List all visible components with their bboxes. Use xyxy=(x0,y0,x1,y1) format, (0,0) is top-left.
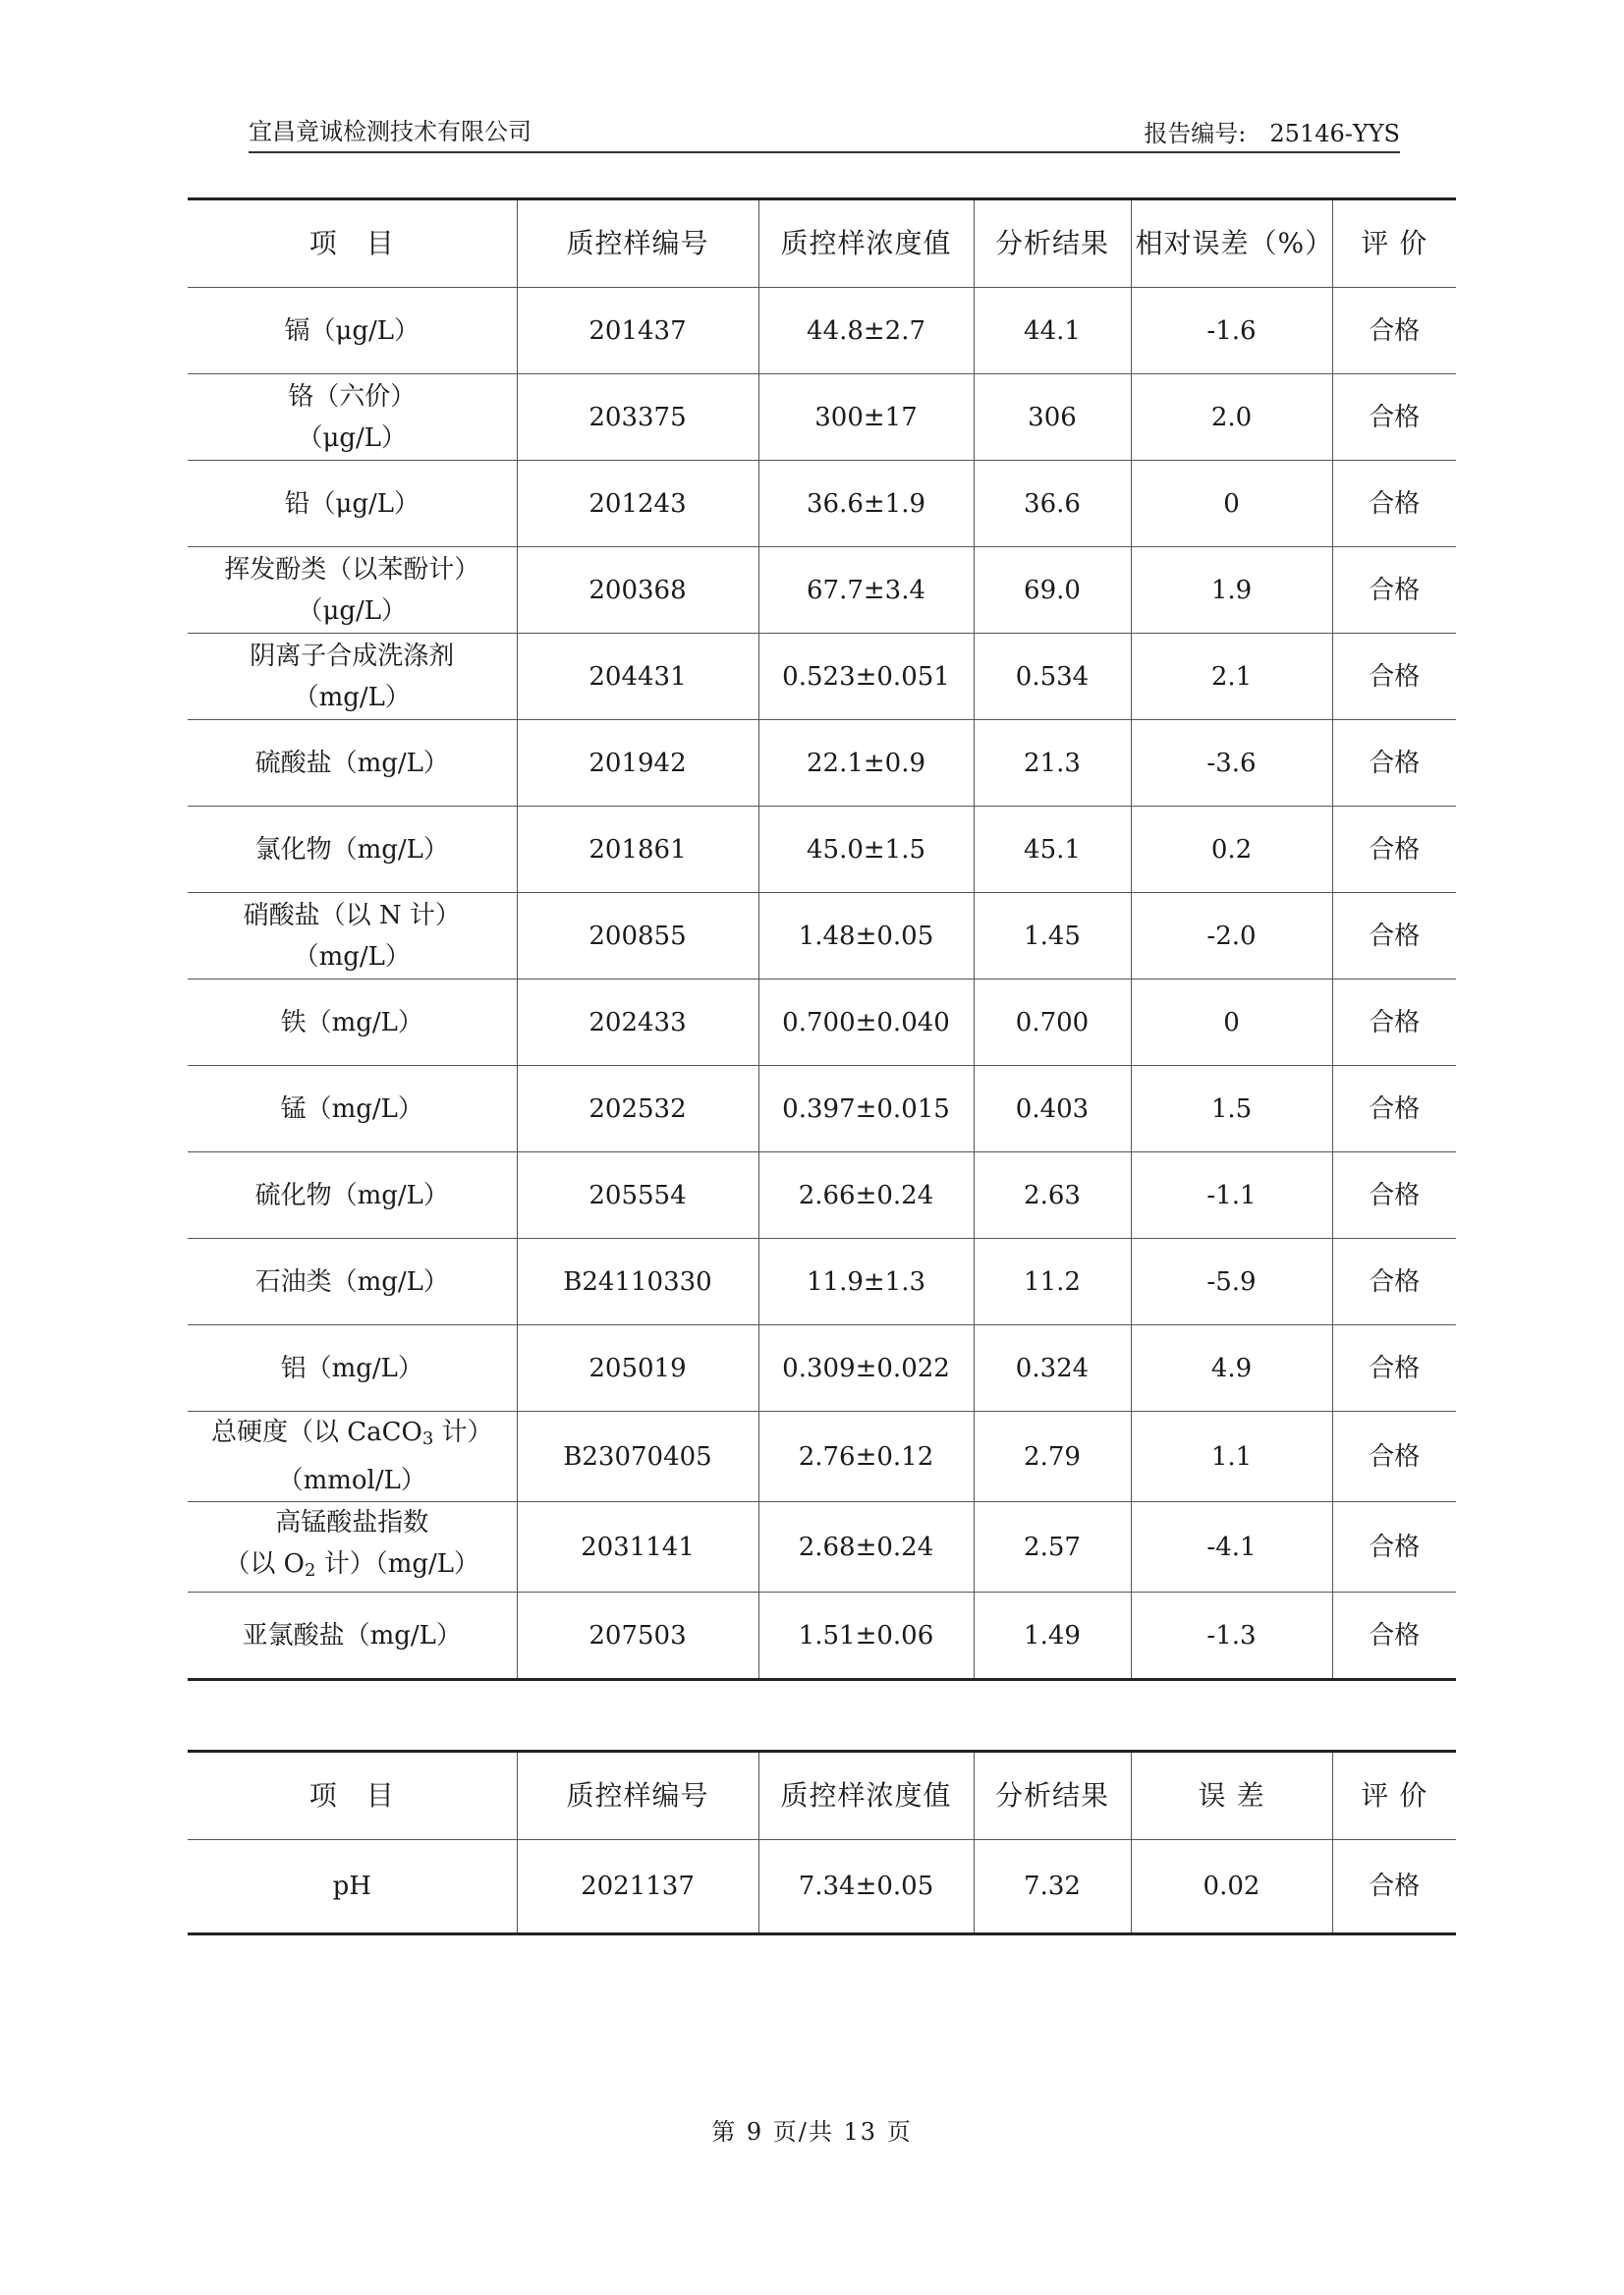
error-cell: 2.1 xyxy=(1131,634,1332,720)
error-cell: 4.9 xyxy=(1131,1325,1332,1412)
error-cell: 0 xyxy=(1131,461,1332,547)
error-cell: 2.0 xyxy=(1131,374,1332,461)
table-row xyxy=(188,1502,1456,1593)
page-number: 第 9 页/共 13 页 xyxy=(711,2118,913,2146)
item-cell: 亚氯酸盐（mg/L） xyxy=(188,1593,517,1680)
qc-table-relative-error xyxy=(188,197,1456,1681)
result-cell: 0.324 xyxy=(974,1325,1131,1412)
result-cell: 0.700 xyxy=(974,980,1131,1066)
eval-cell: 合格 xyxy=(1332,461,1456,547)
code-cell: 205019 xyxy=(517,1325,758,1412)
item-text: 总硬度（以 CaCO xyxy=(210,1418,422,1447)
table-row xyxy=(188,374,1456,461)
subscript: 2 xyxy=(305,1560,316,1581)
code-cell: 204431 xyxy=(517,634,758,720)
col-header-item: 项 目 xyxy=(188,1752,517,1840)
result-cell: 69.0 xyxy=(974,547,1131,634)
table-row xyxy=(188,547,1456,634)
error-cell: 0.2 xyxy=(1131,807,1332,893)
report-number-value: 25146-YYS xyxy=(1269,120,1400,147)
item-line-1: 硝酸盐（以 N 计） xyxy=(243,900,461,930)
item-line-2: （μg/L） xyxy=(297,422,408,453)
code-cell: 201437 xyxy=(517,288,758,374)
error-cell: 1.5 xyxy=(1131,1066,1332,1152)
item-line-1 xyxy=(211,1418,493,1447)
result-cell: 1.45 xyxy=(974,893,1131,980)
item-cell: 锰（mg/L） xyxy=(188,1066,517,1152)
result-cell: 11.2 xyxy=(974,1239,1131,1325)
code-cell: 205554 xyxy=(517,1152,758,1239)
col-header-error: 误 差 xyxy=(1131,1752,1332,1840)
item-text: 计） xyxy=(433,1418,493,1447)
page-header xyxy=(249,110,1400,153)
code-cell: 202433 xyxy=(517,980,758,1066)
result-cell: 0.403 xyxy=(974,1066,1131,1152)
eval-cell: 合格 xyxy=(1332,980,1456,1066)
conc-cell: 7.34±0.05 xyxy=(758,1840,974,1934)
conc-cell: 0.397±0.015 xyxy=(758,1066,974,1152)
conc-cell: 2.66±0.24 xyxy=(758,1152,974,1239)
result-cell: 2.63 xyxy=(974,1152,1131,1239)
result-cell: 21.3 xyxy=(974,720,1131,807)
item-line-1: 高锰酸盐指数 xyxy=(275,1508,429,1538)
eval-cell: 合格 xyxy=(1332,1239,1456,1325)
code-cell: 207503 xyxy=(517,1593,758,1680)
col-header-eval: 评 价 xyxy=(1332,1752,1456,1840)
conc-cell: 2.68±0.24 xyxy=(758,1502,974,1593)
item-line-1: 铬（六价） xyxy=(288,381,417,412)
eval-cell: 合格 xyxy=(1332,1325,1456,1412)
item-line-2: （mg/L） xyxy=(293,682,411,712)
conc-cell: 1.51±0.06 xyxy=(758,1593,974,1680)
item-cell: 硫化物（mg/L） xyxy=(188,1152,517,1239)
conc-cell: 0.309±0.022 xyxy=(758,1325,974,1412)
conc-cell: 44.8±2.7 xyxy=(758,288,974,374)
table-row xyxy=(188,634,1456,720)
table-row xyxy=(188,461,1456,547)
table-row xyxy=(188,1325,1456,1412)
error-cell: -4.1 xyxy=(1131,1502,1332,1593)
item-line-2: （mmol/L） xyxy=(277,1466,426,1495)
table-row xyxy=(188,1239,1456,1325)
table-row xyxy=(188,1840,1456,1934)
item-line-2: （μg/L） xyxy=(297,595,408,626)
table-row xyxy=(188,1593,1456,1680)
code-cell: 202532 xyxy=(517,1066,758,1152)
eval-cell: 合格 xyxy=(1332,893,1456,980)
item-cell xyxy=(188,1412,517,1502)
result-cell: 44.1 xyxy=(974,288,1131,374)
table-row xyxy=(188,1412,1456,1502)
error-cell: -2.0 xyxy=(1131,893,1332,980)
item-cell: 氯化物（mg/L） xyxy=(188,807,517,893)
table-row xyxy=(188,980,1456,1066)
col-header-item: 项 目 xyxy=(188,199,517,288)
table-row xyxy=(188,893,1456,980)
item-cell: pH xyxy=(188,1840,517,1934)
eval-cell: 合格 xyxy=(1332,1412,1456,1502)
result-cell: 2.79 xyxy=(974,1412,1131,1502)
eval-cell: 合格 xyxy=(1332,1840,1456,1934)
code-cell: 203375 xyxy=(517,374,758,461)
table-row xyxy=(188,1152,1456,1239)
error-cell: 0.02 xyxy=(1131,1840,1332,1934)
report-number-label: 报告编号: xyxy=(1144,120,1247,147)
conc-cell: 67.7±3.4 xyxy=(758,547,974,634)
item-cell: 硫酸盐（mg/L） xyxy=(188,720,517,807)
subscript: 3 xyxy=(421,1428,434,1449)
col-header-conc: 质控样浓度值 xyxy=(758,1752,974,1840)
error-cell: -1.6 xyxy=(1131,288,1332,374)
error-cell: -3.6 xyxy=(1131,720,1332,807)
result-cell: 306 xyxy=(974,374,1131,461)
item-cell: 铝（mg/L） xyxy=(188,1325,517,1412)
error-cell: -1.1 xyxy=(1131,1152,1332,1239)
eval-cell: 合格 xyxy=(1332,547,1456,634)
code-cell: B24110330 xyxy=(517,1239,758,1325)
item-cell xyxy=(188,1502,517,1593)
conc-cell: 22.1±0.9 xyxy=(758,720,974,807)
error-cell: 0 xyxy=(1131,980,1332,1066)
eval-cell: 合格 xyxy=(1332,1152,1456,1239)
conc-cell: 2.76±0.12 xyxy=(758,1412,974,1502)
conc-cell: 0.523±0.051 xyxy=(758,634,974,720)
item-text: 计）（mg/L） xyxy=(315,1549,480,1579)
col-header-code: 质控样编号 xyxy=(517,1752,758,1840)
result-cell: 1.49 xyxy=(974,1593,1131,1680)
conc-cell: 45.0±1.5 xyxy=(758,807,974,893)
item-cell xyxy=(188,893,517,980)
eval-cell: 合格 xyxy=(1332,634,1456,720)
error-cell: -5.9 xyxy=(1131,1239,1332,1325)
item-cell xyxy=(188,374,517,461)
conc-cell: 11.9±1.3 xyxy=(758,1239,974,1325)
item-line-2 xyxy=(224,1549,479,1579)
code-cell: 201942 xyxy=(517,720,758,807)
code-cell: 2031141 xyxy=(517,1502,758,1593)
code-cell: 2021137 xyxy=(517,1840,758,1934)
result-cell: 0.534 xyxy=(974,634,1131,720)
eval-cell: 合格 xyxy=(1332,807,1456,893)
result-cell: 36.6 xyxy=(974,461,1131,547)
eval-cell: 合格 xyxy=(1332,374,1456,461)
code-cell: B23070405 xyxy=(517,1412,758,1502)
error-cell: 1.9 xyxy=(1131,547,1332,634)
result-cell: 45.1 xyxy=(974,807,1131,893)
code-cell: 200855 xyxy=(517,893,758,980)
col-header-result: 分析结果 xyxy=(974,1752,1131,1840)
eval-cell: 合格 xyxy=(1332,288,1456,374)
company-name: 宜昌竟诚检测技术有限公司 xyxy=(249,118,532,145)
table-header-row xyxy=(188,1752,1456,1840)
col-header-conc: 质控样浓度值 xyxy=(758,199,974,288)
error-cell: -1.3 xyxy=(1131,1593,1332,1680)
eval-cell: 合格 xyxy=(1332,1502,1456,1593)
item-line-1: 挥发酚类（以苯酚计） xyxy=(224,554,480,585)
eval-cell: 合格 xyxy=(1332,1593,1456,1680)
item-cell: 石油类（mg/L） xyxy=(188,1239,517,1325)
eval-cell: 合格 xyxy=(1332,1066,1456,1152)
item-cell xyxy=(188,634,517,720)
table-header-row xyxy=(188,199,1456,288)
item-cell: 铁（mg/L） xyxy=(188,980,517,1066)
table-row xyxy=(188,1066,1456,1152)
table-row xyxy=(188,288,1456,374)
result-cell: 2.57 xyxy=(974,1502,1131,1593)
eval-cell: 合格 xyxy=(1332,720,1456,807)
table-row xyxy=(188,720,1456,807)
conc-cell: 0.700±0.040 xyxy=(758,980,974,1066)
qc-table-absolute-error xyxy=(188,1750,1456,1935)
item-text: （以 O xyxy=(224,1549,306,1579)
col-header-error: 相对误差（%） xyxy=(1131,199,1332,288)
item-cell: 镉（μg/L） xyxy=(188,288,517,374)
item-line-2: （mg/L） xyxy=(293,941,411,972)
col-header-result: 分析结果 xyxy=(974,199,1131,288)
col-header-eval: 评 价 xyxy=(1332,199,1456,288)
col-header-code: 质控样编号 xyxy=(517,199,758,288)
item-cell: 铅（μg/L） xyxy=(188,461,517,547)
item-cell xyxy=(188,547,517,634)
report-number xyxy=(1144,114,1400,148)
conc-cell: 1.48±0.05 xyxy=(758,893,974,980)
conc-cell: 36.6±1.9 xyxy=(758,461,974,547)
item-line-1: 阴离子合成洗涤剂 xyxy=(250,641,455,671)
error-cell: 1.1 xyxy=(1131,1412,1332,1502)
code-cell: 201243 xyxy=(517,461,758,547)
code-cell: 201861 xyxy=(517,807,758,893)
code-cell: 200368 xyxy=(517,547,758,634)
conc-cell: 300±17 xyxy=(758,374,974,461)
result-cell: 7.32 xyxy=(974,1840,1131,1934)
table-row xyxy=(188,807,1456,893)
